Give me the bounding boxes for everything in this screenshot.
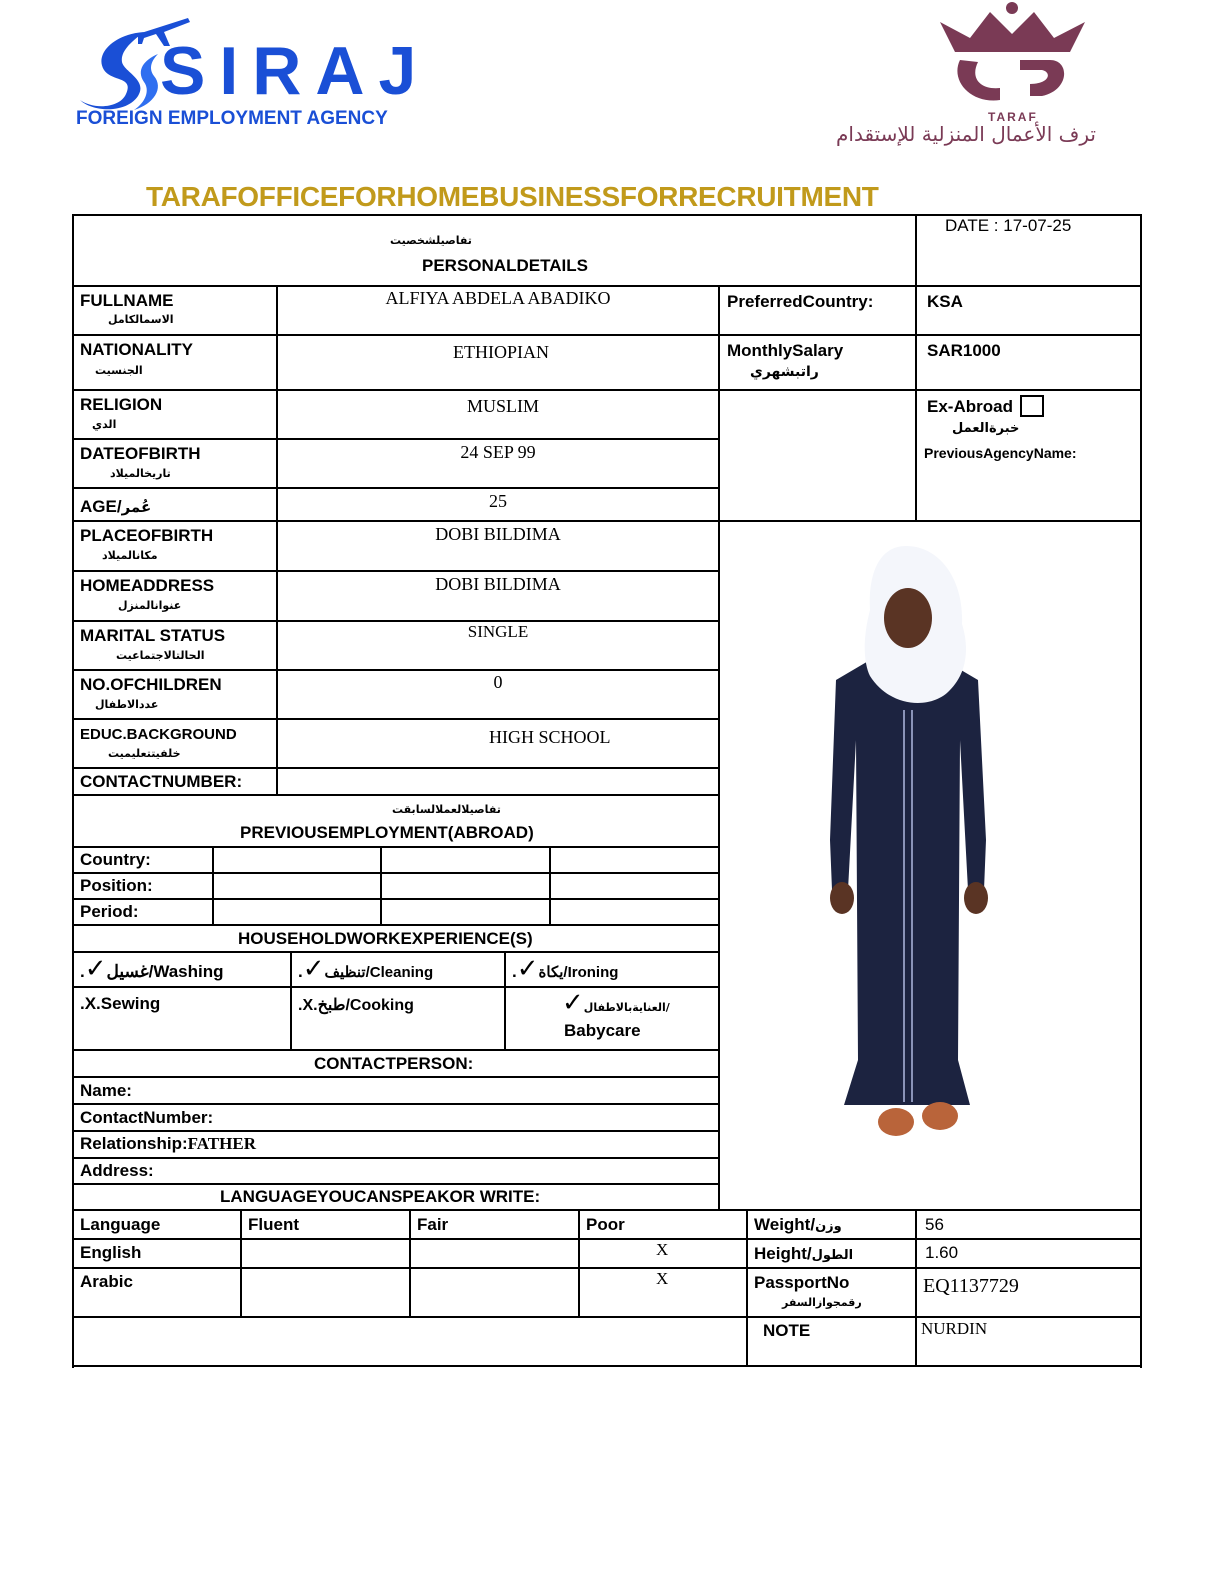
education-label-arabic: خلفيتتعليميت — [108, 747, 181, 760]
monthly-salary-label-arabic: راتبشهري — [750, 364, 819, 380]
ironing-label: يكاة/Ironing — [538, 964, 619, 981]
contact-person-title: CONTACTPERSON: — [314, 1054, 474, 1073]
contact-number-person-label: ContactNumber: — [80, 1108, 214, 1127]
language-title: LANGUAGEYOUCANSPEAKOR WRITE: — [220, 1187, 541, 1206]
passport-label-arabic: رقمجوازالسفر — [782, 1296, 862, 1309]
marital-status-value: SINGLE — [467, 622, 529, 641]
babycare-check-icon: ✓ — [562, 988, 584, 1018]
ironing-check-icon: ✓ — [516, 954, 539, 984]
washing-check-icon: ✓ — [84, 954, 107, 984]
monthly-salary-value: SAR1000 — [927, 341, 1001, 360]
passport-label: PassportNo — [754, 1273, 850, 1292]
contact-number-label: CONTACTNUMBER: — [80, 772, 243, 791]
height-label-text: Height/ — [754, 1244, 812, 1263]
babycare-label: Babycare — [564, 1021, 641, 1040]
previous-agency-label: PreviousAgencyName: — [924, 445, 1077, 461]
children-label-arabic: عددالاطفال — [95, 698, 159, 711]
age-label — [80, 497, 151, 517]
ex-abroad-label: Ex-Abroad — [927, 397, 1013, 416]
fullname-label-arabic: الاسمالكامل — [108, 313, 174, 326]
babycare-label-arabic: العنايةبالاطفال/ — [583, 1001, 670, 1014]
cleaning-check-icon: ✓ — [302, 954, 325, 984]
applicant-photo — [800, 540, 1010, 1150]
home-address-value: DOBI BILDIMA — [435, 574, 561, 594]
preferred-country-value: KSA — [927, 292, 963, 311]
prev-country-label: Country: — [80, 850, 151, 869]
weight-label — [754, 1215, 842, 1235]
english-poor-mark: X — [656, 1240, 669, 1259]
home-address-label-arabic: عنوانالمنزل — [118, 599, 182, 612]
relationship-row — [80, 1134, 256, 1154]
taraf-logo — [830, 0, 1210, 150]
previous-employment-title: PREVIOUSEMPLOYMENT(ABROAD) — [240, 823, 534, 842]
monthly-salary-label: MonthlySalary — [727, 341, 844, 360]
religion-label: RELIGION — [80, 395, 163, 414]
religion-value: MUSLIM — [466, 396, 539, 416]
language-header-poor: Poor — [586, 1215, 625, 1234]
pob-label-arabic: مكانالميلاد — [102, 549, 158, 562]
dob-value: 24 SEP 99 — [460, 442, 536, 462]
washing-skill: .✓غسيل/Washing — [80, 954, 224, 984]
language-header-fair: Fair — [417, 1215, 449, 1234]
siraj-name: SIRAJ — [160, 33, 431, 109]
babycare-skill — [562, 990, 670, 1016]
household-title: HOUSEHOLDWORKEXPERIENCE(S) — [238, 929, 533, 948]
cleaning-skill: .✓تنظيف/Cleaning — [298, 954, 434, 984]
sewing-skill: .X.Sewing — [80, 994, 161, 1013]
dob-label: DATEOFBIRTH — [80, 444, 201, 463]
pob-label: PLACEOFBIRTH — [80, 526, 214, 545]
arabic-poor-mark: X — [656, 1269, 669, 1288]
ironing-skill: .✓يكاة/Ironing — [512, 954, 619, 984]
taraf-name: TARAF — [988, 110, 1038, 124]
children-label: NO.OFCHILDREN — [80, 675, 222, 694]
date-label: DATE : 17-07-25 — [945, 216, 1072, 235]
weight-label-text: Weight/ — [754, 1215, 816, 1234]
previous-employment-title-arabic: تفاصيلالعملالسابقت — [392, 803, 501, 816]
height-value: 1.60 — [925, 1243, 959, 1262]
contact-address-label: Address: — [80, 1161, 154, 1180]
language-row-arabic: Arabic — [80, 1272, 133, 1291]
religion-label-arabic: الدي — [92, 418, 117, 431]
passport-value: EQ1137729 — [923, 1275, 1019, 1297]
nationality-label: NATIONALITY — [80, 340, 194, 359]
language-row-english: English — [80, 1243, 142, 1262]
age-label-arabic: عُمر — [121, 498, 152, 516]
home-address-label: HOMEADDRESS — [80, 576, 215, 595]
weight-value: 56 — [925, 1215, 944, 1234]
language-header-language: Language — [80, 1215, 161, 1234]
language-header-fluent: Fluent — [248, 1215, 299, 1234]
children-value: 0 — [493, 672, 503, 692]
height-label-arabic: الطول — [811, 1248, 854, 1263]
nationality-label-arabic: الجنسيت — [95, 364, 143, 377]
marital-status-label: MARITAL STATUS — [80, 626, 226, 645]
prev-period-label: Period: — [80, 902, 139, 921]
ex-abroad-checkbox[interactable] — [1020, 395, 1044, 417]
height-label — [754, 1244, 853, 1264]
relationship-value: FATHER — [187, 1134, 256, 1153]
relationship-label: Relationship: — [80, 1134, 188, 1153]
siraj-swirl-icon — [74, 24, 164, 114]
applicant-figure — [800, 540, 1010, 1150]
page-title: TARAFOFFICEFORHOMEBUSINESSFORRECRUITMENT — [146, 181, 879, 212]
section-title-arabic: تفاصيلشخصيت — [390, 234, 472, 247]
taraf-arabic: ترف الأعمال المنزلية للإستقدام — [836, 122, 1096, 146]
ex-abroad-label-arabic: خبرةالعمل — [952, 421, 1020, 436]
prev-position-label: Position: — [80, 876, 153, 895]
preferred-country-label: PreferredCountry: — [727, 292, 874, 311]
age-label-text: AGE/ — [80, 497, 122, 516]
education-label: EDUC.BACKGROUND — [80, 726, 237, 743]
age-value: 25 — [489, 491, 507, 511]
section-title: PERSONALDETAILS — [422, 256, 588, 275]
contact-name-label: Name: — [80, 1081, 132, 1100]
note-value: NURDIN — [921, 1319, 988, 1338]
education-value: HIGH SCHOOL — [489, 727, 611, 747]
cooking-skill: .X.طبخ/Cooking — [298, 997, 414, 1014]
marital-status-label-arabic: الحالتالاجتماعيت — [116, 649, 205, 662]
fullname-value: ALFIYA ABDELA ABADIKO — [385, 288, 611, 308]
cleaning-label: تنظيف/Cleaning — [324, 964, 434, 981]
washing-label: غسيل/Washing — [106, 962, 224, 981]
weight-label-arabic: وزن — [815, 1219, 842, 1234]
note-label: NOTE — [763, 1321, 811, 1340]
dob-label-arabic: تاريخالميلاد — [110, 467, 171, 480]
siraj-logo — [74, 4, 431, 134]
siraj-subtitle: FOREIGN EMPLOYMENT AGENCY — [76, 108, 388, 129]
fullname-label: FULLNAME — [80, 291, 174, 310]
nationality-value: ETHIOPIAN — [453, 342, 549, 362]
crown-icon — [930, 0, 1095, 110]
pob-value: DOBI BILDIMA — [435, 524, 561, 544]
